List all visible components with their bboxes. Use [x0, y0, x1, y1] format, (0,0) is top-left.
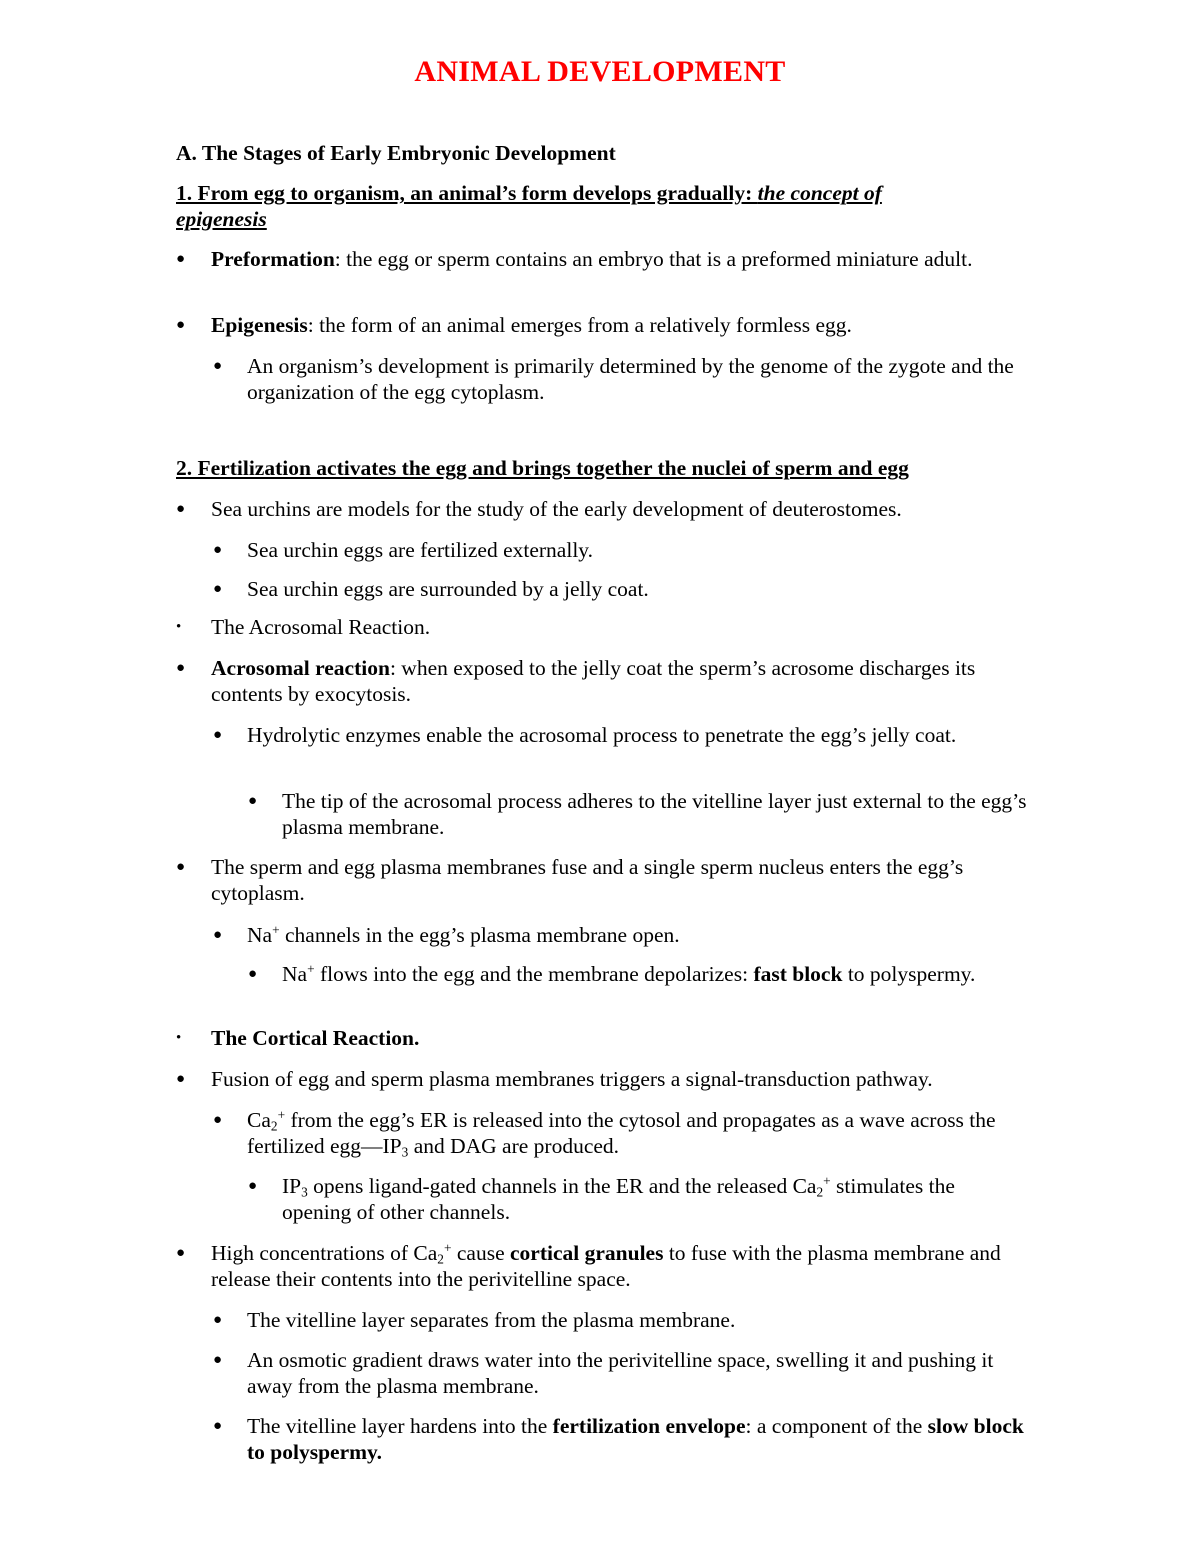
item-text: The sperm and egg plasma membranes fuse and a single sperm nucleus enters the egg’s cytoplasm. — [211, 855, 964, 905]
sub-bullet-vitelline-separates — [213, 1307, 1027, 1333]
bullet-preformation — [176, 246, 1026, 272]
subsection-heading-2: 2. Fertilization activates the egg and brings together the nuclei of sperm and egg — [176, 456, 909, 480]
bullet-dot-icon: ● — [176, 859, 186, 875]
item-text: Fusion of egg and sperm plasma membranes triggers a signal-transduction pathway. — [211, 1067, 933, 1091]
item-text: The vitelline layer hardens into the — [247, 1414, 553, 1438]
sub-bullet-calcium-wave — [213, 1107, 1027, 1160]
sub-bullet-osmotic-gradient — [213, 1347, 1027, 1399]
bullet-dot-icon: ● — [176, 1071, 186, 1087]
heading-1-text: 1. From egg to organism, an animal’s form develops gradually: — [176, 181, 758, 205]
superscript: + — [307, 961, 315, 977]
bullet-acrosomal-reaction-header — [176, 614, 1026, 640]
bullet-signal-transduction — [176, 1066, 1026, 1092]
item-text: stimulates the opening of other channels. — [282, 1174, 955, 1224]
item-text: Ca — [247, 1108, 271, 1132]
sub-sub-bullet-ip3-channels — [248, 1173, 1027, 1225]
sub-sub-bullet-fast-block — [248, 961, 1027, 987]
bullet-acrosomal-reaction — [176, 655, 1026, 707]
superscript: + — [443, 1240, 452, 1256]
item-text: flows into the egg and the membrane depolarizes: — [314, 962, 754, 986]
heading-1-emphasis: the concept of epigenesis — [176, 181, 882, 231]
sub-bullet-fertilization-envelope — [213, 1413, 1027, 1465]
bullet-dot-icon: ● — [213, 1418, 223, 1434]
item-text: to polyspermy. — [842, 962, 976, 986]
subsection-heading-1 — [176, 180, 976, 232]
item-text: The tip of the acrosomal process adheres to the vitelline layer just external to the egg’s plasma membrane. — [282, 789, 1027, 839]
item-text: cause — [451, 1241, 510, 1265]
superscript: + — [272, 922, 280, 938]
item-text: An organism’s development is primarily determined by the genome of the zygote and the organization of the egg cytoplasm. — [247, 354, 1014, 404]
bullet-dot-icon: ● — [213, 1112, 223, 1128]
item-text: : a component of the — [745, 1414, 928, 1438]
bullet-dot-icon: ● — [213, 542, 223, 558]
item-text: IP — [282, 1174, 302, 1198]
bullet-dot-icon: ● — [213, 1312, 223, 1328]
bullet-dot-icon: • — [176, 619, 182, 635]
term-preformation: Preformation — [211, 247, 335, 271]
sub-bullet-fertilized-externally — [213, 537, 1027, 563]
item-text: : the egg or sperm contains an embryo that is a preformed miniature adult. — [334, 247, 973, 271]
bullet-cortical-granules — [176, 1240, 1026, 1292]
term-epigenesis: Epigenesis — [211, 313, 308, 337]
bullet-epigenesis — [176, 312, 1026, 338]
bullet-dot-icon: ● — [248, 1178, 258, 1194]
item-text: Sea urchin eggs are surrounded by a jelly coat. — [247, 577, 649, 601]
subscript: 2 — [270, 1118, 278, 1134]
sub-sub-bullet-acrosomal-tip — [248, 788, 1027, 840]
term-cortical-granules: cortical granules — [510, 1241, 664, 1265]
item-text: The Acrosomal Reaction. — [211, 615, 431, 639]
subscript: 2 — [816, 1184, 824, 1200]
item-text: and DAG are produced. — [408, 1134, 620, 1158]
sub-bullet-na-channels — [213, 922, 1027, 948]
bullet-dot-icon: ● — [176, 251, 186, 267]
item-text: An osmotic gradient draws water into the perivitelline space, swelling it and pushing it away from the plasma membrane. — [247, 1348, 994, 1398]
subscript: 3 — [301, 1184, 308, 1200]
item-text: : the form of an animal emerges from a relatively formless egg. — [307, 313, 852, 337]
item-text: : when exposed to the jelly coat the sperm’s acrosome discharges its contents by exocytosis. — [211, 656, 976, 706]
bullet-dot-icon: • — [176, 1030, 182, 1046]
term-fast-block: fast block — [753, 962, 843, 986]
item-text: to fuse with the plasma membrane and release their contents into the perivitelline space. — [211, 1241, 1001, 1291]
item-text: from the egg’s ER is released into the cytosol and propagates as a wave across the fertilized egg—IP — [247, 1108, 996, 1158]
bullet-cortical-reaction-header — [176, 1025, 1026, 1051]
term-fertilization-envelope: fertilization envelope — [552, 1414, 746, 1438]
term-slow-block: slow block to polyspermy. — [247, 1414, 1024, 1464]
subscript: 3 — [401, 1144, 409, 1160]
superscript: + — [823, 1173, 831, 1189]
item-text: The vitelline layer separates from the plasma membrane. — [247, 1308, 736, 1332]
bullet-dot-icon: ● — [248, 793, 258, 809]
item-text: Hydrolytic enzymes enable the acrosomal process to penetrate the egg’s jelly coat. — [247, 723, 957, 747]
subscript: 2 — [437, 1251, 444, 1267]
superscript: + — [277, 1107, 286, 1123]
item-text: High concentrations of Ca — [211, 1241, 438, 1265]
bullet-membranes-fuse — [176, 854, 1026, 906]
sub-bullet-jelly-coat — [213, 576, 1027, 602]
item-text: opens ligand-gated channels in the ER and the released Ca — [307, 1174, 817, 1198]
item-text: channels in the egg’s plasma membrane open. — [279, 923, 680, 947]
bullet-dot-icon: ● — [176, 501, 186, 517]
item-text: Sea urchin eggs are fertilized externally. — [247, 538, 594, 562]
sub-bullet-hydrolytic-enzymes — [213, 722, 1027, 748]
item-text: Na — [282, 962, 308, 986]
section-heading: A. The Stages of Early Embryonic Development — [176, 141, 616, 165]
sub-bullet-genome — [213, 353, 1027, 405]
bullet-dot-icon: ● — [213, 581, 223, 597]
bullet-dot-icon: ● — [248, 966, 258, 982]
bullet-sea-urchins — [176, 496, 1026, 522]
bullet-dot-icon: ● — [176, 660, 186, 676]
bullet-dot-icon: ● — [176, 317, 186, 333]
bullet-dot-icon: ● — [213, 727, 223, 743]
document-title: ANIMAL DEVELOPMENT — [414, 55, 786, 88]
term-acrosomal-reaction: Acrosomal reaction — [211, 656, 390, 680]
item-text: Sea urchins are models for the study of the early development of deuterostomes. — [211, 497, 902, 521]
bullet-dot-icon: ● — [213, 927, 223, 943]
item-text: Na — [247, 923, 273, 947]
bullet-dot-icon: ● — [213, 1352, 223, 1368]
bullet-dot-icon: ● — [176, 1245, 186, 1261]
term-cortical-reaction: The Cortical Reaction. — [211, 1026, 420, 1050]
bullet-dot-icon: ● — [213, 358, 223, 374]
